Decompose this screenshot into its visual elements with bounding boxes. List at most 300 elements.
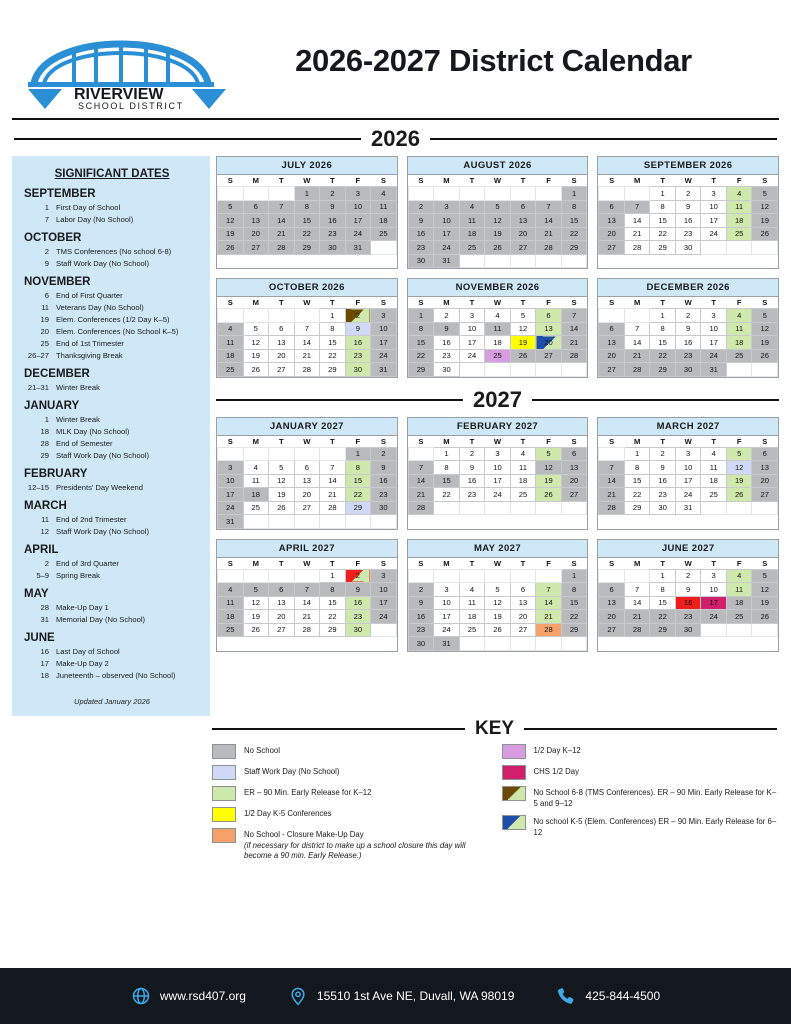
day-cell: 23 <box>675 349 701 363</box>
day-cell: 20 <box>269 349 295 363</box>
weekday-header: T <box>278 176 284 185</box>
day-cell: 10 <box>701 322 727 336</box>
empty-day-cell <box>243 447 269 461</box>
day-cell: 7 <box>624 200 650 214</box>
day-cell: 13 <box>510 596 536 610</box>
day-cell: 15 <box>294 214 320 228</box>
day-cell: 20 <box>510 227 536 241</box>
day-cell: 20 <box>294 488 320 502</box>
day-cell: 17 <box>459 336 485 350</box>
sidebar-event-date: 1 <box>44 203 49 212</box>
day-cell: 27 <box>294 501 320 515</box>
day-cell: 14 <box>269 214 295 228</box>
key-note: (if necessary for district to make up a school closure this day will become a 90 min. Early Release.) <box>244 840 466 861</box>
empty-day-cell <box>599 569 625 583</box>
day-cell: 7 <box>294 583 320 597</box>
key-label: No School 6-8 (TMS Conferences). ER – 90 Min. Early Release for K–5 and 9–12 <box>533 788 777 808</box>
day-cell: 5 <box>510 309 536 323</box>
day-cell: 27 <box>269 363 295 377</box>
empty-day-cell <box>599 187 625 201</box>
key-label: 1/2 Day K-5 Conferences <box>244 809 332 818</box>
week-row <box>599 583 778 597</box>
sidebar-event <box>24 326 200 337</box>
day-cell: 11 <box>371 200 397 214</box>
sidebar-event-date: 2 <box>44 559 49 568</box>
sidebar-event <box>24 382 200 393</box>
weekday-header: W <box>303 436 311 446</box>
weekday-header-row <box>218 558 397 570</box>
week-row <box>408 322 587 336</box>
weekday-header: T <box>660 176 665 185</box>
day-cell: 8 <box>320 322 346 336</box>
sidebar-event-date: 20 <box>40 327 49 336</box>
day-cell: 20 <box>599 610 625 624</box>
day-cell: 30 <box>408 637 434 651</box>
empty-day-cell <box>269 569 295 583</box>
empty-day-cell <box>599 309 625 323</box>
day-cell: 6 <box>269 583 295 597</box>
day-cell: 26 <box>243 363 269 377</box>
footer-phone-text: 425-844-4500 <box>585 989 661 1003</box>
day-cell: 2 <box>675 569 701 583</box>
weekday-header: S <box>609 436 615 446</box>
day-cell: 16 <box>675 214 701 228</box>
day-cell: 18 <box>701 474 727 488</box>
empty-day-cell <box>536 569 562 583</box>
day-cell: 11 <box>726 322 752 336</box>
weekday-header: T <box>469 298 475 307</box>
key-item <box>212 786 488 801</box>
day-cell: 26 <box>752 227 778 241</box>
day-cell: 2 <box>675 187 701 201</box>
weekday-header: F <box>355 298 361 307</box>
day-cell: 16 <box>650 474 676 488</box>
week-row <box>408 596 587 610</box>
empty-day-cell <box>459 254 485 268</box>
week-row <box>218 610 397 624</box>
sidebar-event <box>24 350 200 361</box>
key-item <box>212 828 488 862</box>
day-cell: 6 <box>243 200 269 214</box>
day-cell: 17 <box>434 227 460 241</box>
weekday-header: T <box>469 558 475 568</box>
sidebar-event-text: Elem. Conferences (No School K–5) <box>56 327 179 336</box>
week-row <box>599 227 778 241</box>
day-cell: 19 <box>243 610 269 624</box>
day-cell: 1 <box>408 309 434 323</box>
sidebar-event <box>24 426 200 437</box>
month-title: JULY 2026 <box>217 157 397 175</box>
week-row <box>599 241 778 255</box>
empty-day-cell <box>726 363 752 377</box>
day-cell: 19 <box>752 336 778 350</box>
day-cell: 1 <box>650 187 676 201</box>
day-cell: 8 <box>320 583 346 597</box>
day-cell: 3 <box>434 200 460 214</box>
day-cell: 11 <box>726 583 752 597</box>
year-band-2026 <box>14 126 777 152</box>
key-swatch <box>502 815 526 830</box>
day-cell: 22 <box>624 488 650 502</box>
key-item <box>502 815 778 838</box>
weekday-header: F <box>546 558 551 568</box>
day-cell: 21 <box>624 610 650 624</box>
sidebar-event <box>24 670 200 681</box>
week-row <box>599 336 778 350</box>
empty-day-cell <box>752 363 778 377</box>
day-cell: 17 <box>345 214 371 228</box>
key-swatch <box>212 744 236 759</box>
empty-day-cell <box>536 501 562 515</box>
day-cell: 8 <box>650 583 676 597</box>
month-title: AUGUST 2026 <box>408 157 588 175</box>
day-cell: 11 <box>701 461 727 475</box>
weekday-header: S <box>380 298 386 307</box>
day-cell: 14 <box>624 336 650 350</box>
day-cell: 7 <box>536 583 562 597</box>
day-cell: 25 <box>726 610 752 624</box>
key-label: No school K-5 (Elem. Conferences) ER – 90 Min. Early Release for 6–12 <box>533 817 777 837</box>
empty-day-cell <box>218 187 244 201</box>
day-cell: 9 <box>675 583 701 597</box>
week-row <box>218 322 397 336</box>
day-cell: 23 <box>434 349 460 363</box>
month-row-2 <box>216 278 779 378</box>
weekday-header: S <box>418 558 424 568</box>
weekday-header-row <box>408 436 587 448</box>
day-cell: 9 <box>459 461 485 475</box>
week-row <box>408 241 587 255</box>
sidebar-event-text: End of First Quarter <box>56 291 123 300</box>
day-cell: 19 <box>269 488 295 502</box>
day-cell: 27 <box>752 488 778 502</box>
day-cell: 20 <box>752 474 778 488</box>
key-swatch <box>212 828 236 843</box>
month-card <box>407 539 589 652</box>
day-cell: 3 <box>434 583 460 597</box>
sidebar-event-text: Winter Break <box>56 415 100 424</box>
day-cell: 19 <box>752 596 778 610</box>
empty-day-cell <box>459 363 485 377</box>
day-cell: 19 <box>485 610 511 624</box>
weekday-header: T <box>711 298 716 307</box>
day-cell: 24 <box>701 349 727 363</box>
day-cell: 28 <box>408 501 434 515</box>
footer-website-text: www.rsd407.org <box>159 989 246 1003</box>
day-cell: 2 <box>650 447 676 461</box>
sidebar-event-text: Last Day of School <box>56 647 120 656</box>
key-item <box>212 744 488 759</box>
day-cell: 23 <box>408 241 434 255</box>
day-cell: 16 <box>371 474 397 488</box>
week-row <box>218 501 397 515</box>
day-cell: 30 <box>320 241 346 255</box>
empty-day-cell <box>701 501 727 515</box>
empty-day-cell <box>485 637 511 651</box>
month-grid <box>598 558 778 638</box>
weekday-header: M <box>252 558 259 568</box>
weekday-header: W <box>684 558 692 568</box>
day-cell: 28 <box>624 241 650 255</box>
day-cell: 9 <box>408 214 434 228</box>
empty-day-cell <box>536 254 562 268</box>
day-cell: 28 <box>294 363 320 377</box>
week-row <box>218 200 397 214</box>
key-heading: KEY <box>474 718 515 739</box>
day-cell: 11 <box>510 461 536 475</box>
sidebar-event <box>24 450 200 461</box>
day-cell: 22 <box>320 349 346 363</box>
weekday-header: M <box>633 298 641 307</box>
weekday-header: S <box>227 436 233 446</box>
day-cell: 4 <box>510 447 536 461</box>
empty-day-cell <box>624 187 650 201</box>
page-header <box>0 0 791 118</box>
day-cell: 18 <box>218 349 244 363</box>
weekday-header: S <box>762 298 768 307</box>
day-cell: 28 <box>269 241 295 255</box>
empty-day-cell <box>561 363 587 377</box>
day-cell: 23 <box>650 488 676 502</box>
month-card <box>407 156 589 269</box>
sidebar-event-date: 19 <box>40 315 49 324</box>
week-row <box>599 569 778 583</box>
key-label: CHS 1/2 Day <box>533 767 579 776</box>
month-title: JANUARY 2027 <box>217 418 397 436</box>
weekday-header: W <box>493 298 502 307</box>
day-cell: 31 <box>345 241 371 255</box>
week-row <box>599 596 778 610</box>
day-cell: 11 <box>459 214 485 228</box>
day-cell: 24 <box>218 501 244 515</box>
week-row <box>218 583 397 597</box>
day-cell: 26 <box>485 241 511 255</box>
day-cell: 13 <box>599 214 625 228</box>
day-cell: 2 <box>320 187 346 201</box>
day-cell: 6 <box>752 447 778 461</box>
month-title: MARCH 2027 <box>598 418 778 436</box>
day-cell: 25 <box>243 501 269 515</box>
day-cell: 22 <box>650 227 676 241</box>
empty-day-cell <box>561 637 587 651</box>
day-cell: 11 <box>243 474 269 488</box>
empty-day-cell <box>243 515 269 529</box>
weekday-header: M <box>443 176 450 185</box>
weekday-header: M <box>443 436 450 446</box>
day-cell: 7 <box>624 583 650 597</box>
sidebar-event <box>24 258 200 269</box>
day-cell: 27 <box>243 241 269 255</box>
phone-icon <box>556 986 576 1006</box>
day-cell: 5 <box>485 200 511 214</box>
day-cell: 5 <box>752 569 778 583</box>
month-grid <box>217 297 397 377</box>
day-cell: 12 <box>243 596 269 610</box>
week-row <box>599 461 778 475</box>
sidebar-month-heading: MARCH <box>24 500 67 512</box>
day-cell: 3 <box>218 461 244 475</box>
day-cell: 8 <box>650 200 676 214</box>
week-row <box>599 322 778 336</box>
sidebar-event-date: 6 <box>44 291 49 300</box>
day-cell: 29 <box>650 241 676 255</box>
weekday-header: S <box>418 176 424 185</box>
day-cell: 22 <box>294 227 320 241</box>
key-column-right <box>502 744 778 868</box>
sidebar-event-text: Juneteenth – observed (No School) <box>56 671 176 680</box>
footer-address <box>288 986 514 1006</box>
week-row <box>218 447 397 461</box>
day-cell: 27 <box>510 623 536 637</box>
day-cell: 1 <box>320 569 346 583</box>
day-cell: 13 <box>294 474 320 488</box>
day-cell: 30 <box>371 501 397 515</box>
updated-note: Updated January 2026 <box>74 697 150 706</box>
day-cell: 20 <box>269 610 295 624</box>
week-row <box>408 187 587 201</box>
weekday-header: M <box>252 298 259 307</box>
sidebar-event-date: 1 <box>44 415 49 424</box>
day-cell: 27 <box>510 241 536 255</box>
day-cell: 22 <box>408 349 434 363</box>
sidebar-event-text: Thanksgiving Break <box>56 351 123 360</box>
empty-day-cell <box>371 241 397 255</box>
sidebar-event-date: 29 <box>40 451 49 460</box>
day-cell: 21 <box>320 488 346 502</box>
day-cell: 10 <box>345 200 371 214</box>
day-cell: 3 <box>459 309 485 323</box>
day-cell: 9 <box>345 322 371 336</box>
weekday-header: S <box>609 298 615 307</box>
sidebar-event <box>24 214 200 225</box>
day-cell: 26 <box>752 610 778 624</box>
day-cell: 10 <box>218 474 244 488</box>
day-cell: 30 <box>675 363 701 377</box>
day-cell: 10 <box>371 583 397 597</box>
month-row-3 <box>216 417 779 530</box>
sidebar-event <box>24 290 200 301</box>
weekday-header: T <box>660 436 665 446</box>
day-cell: 8 <box>294 200 320 214</box>
empty-day-cell <box>752 501 778 515</box>
day-cell: 12 <box>726 461 752 475</box>
day-cell: 13 <box>269 596 295 610</box>
day-cell: 15 <box>561 214 587 228</box>
day-cell: 9 <box>675 200 701 214</box>
sidebar-event-text: Spring Break <box>56 571 100 580</box>
day-cell: 27 <box>269 623 295 637</box>
day-cell: 7 <box>294 322 320 336</box>
empty-day-cell <box>510 637 536 651</box>
weekday-header: T <box>330 176 335 185</box>
day-cell: 10 <box>675 461 701 475</box>
day-cell: 10 <box>371 322 397 336</box>
sidebar-event-text: MLK Day (No School) <box>56 427 130 436</box>
empty-day-cell <box>408 447 434 461</box>
day-cell: 16 <box>675 336 701 350</box>
key-label-wrap <box>244 828 488 862</box>
week-row <box>218 214 397 228</box>
empty-day-cell <box>294 515 320 529</box>
empty-day-cell <box>726 241 752 255</box>
empty-day-cell <box>599 447 625 461</box>
sidebar-month-heading: DECEMBER <box>24 368 90 380</box>
weekday-header: F <box>546 176 551 185</box>
weekday-header: W <box>303 298 311 307</box>
empty-day-cell <box>269 515 295 529</box>
empty-day-cell <box>408 187 434 201</box>
month-title: NOVEMBER 2026 <box>408 279 588 297</box>
key-label: Staff Work Day (No School) <box>244 767 340 776</box>
day-cell: 22 <box>650 610 676 624</box>
week-row <box>218 241 397 255</box>
weekday-header-row <box>218 175 397 187</box>
day-cell: 18 <box>485 336 511 350</box>
sidebar-event-text: Staff Work Day (No School) <box>56 259 149 268</box>
day-cell: 12 <box>485 214 511 228</box>
sidebar-event <box>24 338 200 349</box>
month-grid <box>217 558 397 638</box>
sidebar-event-text: Staff Work Day (No School) <box>56 527 149 536</box>
day-cell: 21 <box>536 227 562 241</box>
empty-day-cell <box>243 187 269 201</box>
weekday-header: T <box>660 298 665 307</box>
month-grid <box>217 436 397 529</box>
week-row <box>408 623 587 637</box>
empty-day-cell <box>320 515 346 529</box>
weekday-header: T <box>330 298 335 307</box>
day-cell: 4 <box>459 200 485 214</box>
day-cell: 16 <box>408 610 434 624</box>
key-item <box>502 786 778 809</box>
day-cell: 17 <box>701 596 727 610</box>
empty-day-cell <box>459 501 485 515</box>
day-cell: 24 <box>675 488 701 502</box>
sidebar-event <box>24 202 200 213</box>
day-cell: 29 <box>561 623 587 637</box>
day-cell: 2 <box>345 309 371 323</box>
day-cell: 5 <box>536 447 562 461</box>
sidebar-event-date: 5–9 <box>36 571 49 580</box>
day-cell: 28 <box>561 349 587 363</box>
day-cell: 2 <box>434 309 460 323</box>
day-cell: 9 <box>434 322 460 336</box>
day-cell: 11 <box>726 200 752 214</box>
empty-day-cell <box>218 569 244 583</box>
month-title: SEPTEMBER 2026 <box>598 157 778 175</box>
day-cell: 18 <box>726 596 752 610</box>
day-cell: 16 <box>408 227 434 241</box>
day-cell: 15 <box>320 596 346 610</box>
map-pin-icon <box>288 986 308 1006</box>
day-cell: 17 <box>218 488 244 502</box>
day-cell: 21 <box>599 488 625 502</box>
weekday-header-row <box>218 297 397 309</box>
day-cell: 22 <box>320 610 346 624</box>
footer-phone[interactable] <box>556 986 660 1006</box>
sidebar-heading: SIGNIFICANT DATES <box>54 168 170 180</box>
empty-day-cell <box>459 637 485 651</box>
weekday-header: M <box>633 436 641 446</box>
day-cell: 23 <box>320 227 346 241</box>
empty-day-cell <box>485 569 511 583</box>
footer-website[interactable] <box>131 986 246 1006</box>
empty-day-cell <box>701 241 727 255</box>
empty-day-cell <box>459 187 485 201</box>
day-cell: 28 <box>294 623 320 637</box>
day-cell: 31 <box>218 515 244 529</box>
day-cell: 1 <box>320 309 346 323</box>
